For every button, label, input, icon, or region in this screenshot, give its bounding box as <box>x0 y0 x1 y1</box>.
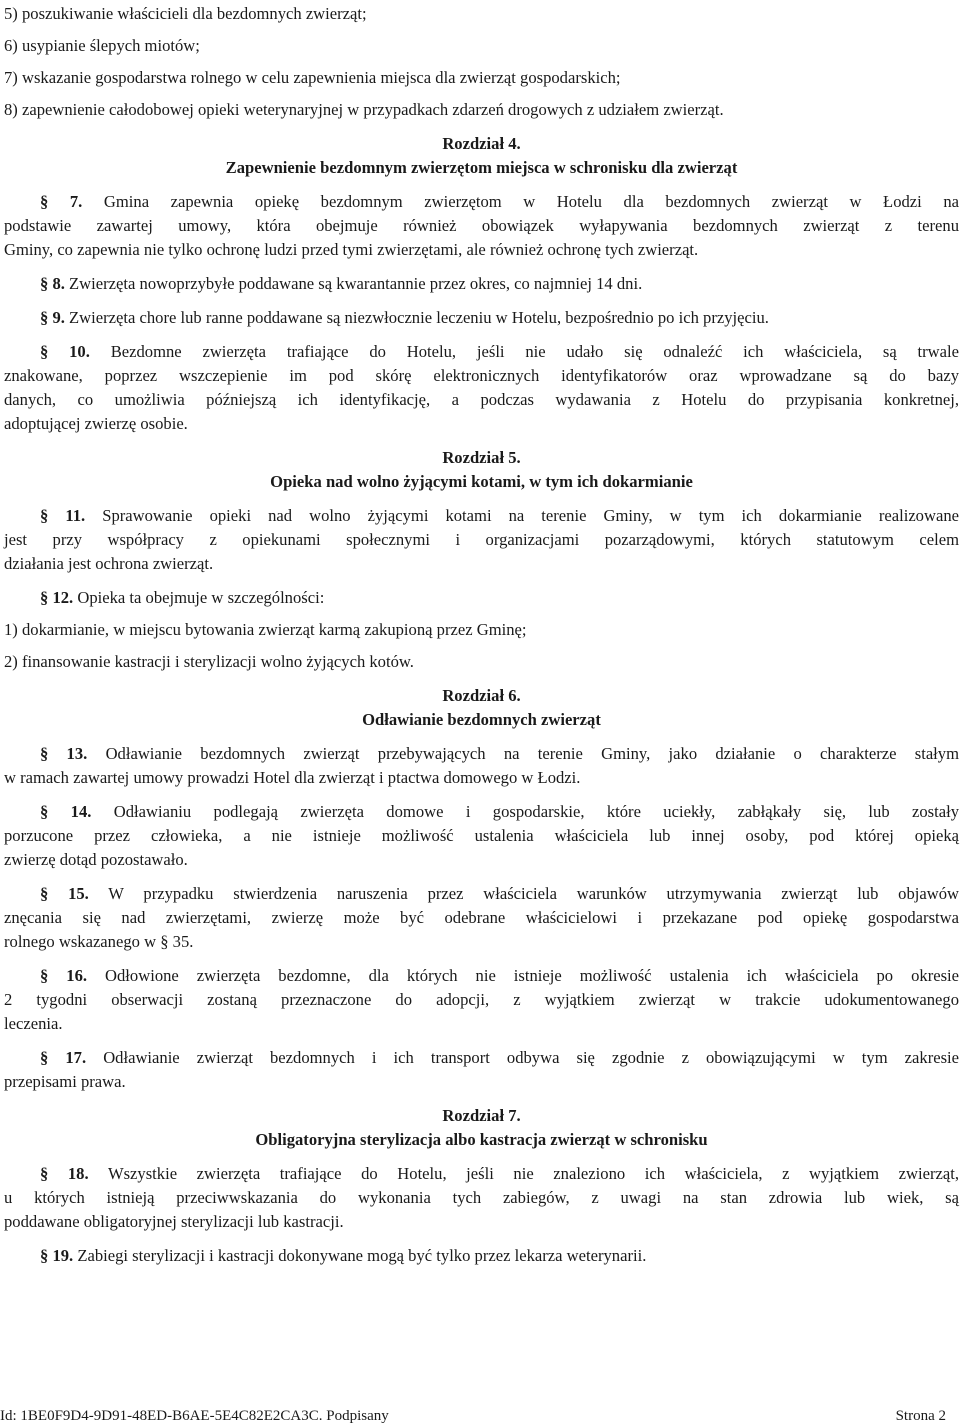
page-number: Strona 2 <box>895 1408 946 1424</box>
chapter-title: Rozdział 4. <box>442 134 521 153</box>
paragraph-line: § 14. Odławianiu podlegają zwierzęta domowe i gospodarskie, które uciekły, zabłąkały się, lub zostały <box>40 802 959 821</box>
paragraph-line: § 10. Bezdomne zwierzęta trafiające do Hotelu, jeśli nie udało się odnaleźć ich właściciela, są trwale <box>40 342 959 361</box>
paragraph-number: § 8. <box>40 274 65 293</box>
paragraph-line: jest przy współpracy z opiekunami społecznymi i organizacjami pozarządowymi, których statutowym celem <box>4 530 959 549</box>
paragraph-line: znęcania się nad zwierzętami, zwierzę może być odebrane właścicielowi i przekazane pod opiekę gospodarstwa <box>4 908 959 927</box>
paragraph-line: § 16. Odłowione zwierzęta bezdomne, dla których nie istnieje możliwość ustalenia ich właściciela po okresie <box>40 966 960 985</box>
list-item: 1) dokarmianie, w miejscu bytowania zwierząt karmą zakupioną przez Gminę; <box>4 620 527 639</box>
chapter-subtitle: Zapewnienie bezdomnym zwierzętom miejsca w schronisku dla zwierząt <box>225 158 738 177</box>
paragraph-line: znakowane, poprzez wszczepienie im pod skórę elektronicznych identyfikatorów oraz wprowadzane są do bazy <box>4 366 959 385</box>
paragraph-line: § 12. Opieka ta obejmuje w szczególności: <box>40 588 325 607</box>
paragraph-line: 2 tygodni obserwacji zostaną przeznaczone do adopcji, z wyjątkiem zwierząt w trakcie udokumentowanego <box>4 990 959 1009</box>
paragraph-number: § 14. <box>40 802 92 821</box>
chapter-title: Rozdział 6. <box>442 686 521 705</box>
paragraph-line: adoptującej zwierzę osobie. <box>4 414 188 433</box>
paragraph-line: zwierzę dotąd pozostawało. <box>4 850 188 869</box>
list-item: 5) poszukiwanie właścicieli dla bezdomnych zwierząt; <box>4 4 367 23</box>
paragraph-line: § 9. Zwierzęta chore lub ranne poddawane są niezwłocznie leczeniu w Hotelu, bezpośrednio po ich przyjęciu. <box>40 308 769 327</box>
paragraph-line: działania jest ochrona zwierząt. <box>4 554 214 573</box>
paragraph-number: § 13. <box>40 744 88 763</box>
document-id: Id: 1BE0F9D4-9D91-48ED-B6AE-5E4C82E2CA3C. Podpisany <box>0 1408 389 1424</box>
paragraph-number: § 10. <box>40 342 90 361</box>
chapter-title: Rozdział 7. <box>442 1106 521 1125</box>
paragraph-number: § 12. <box>40 588 74 607</box>
chapter-subtitle: Obligatoryjna sterylizacja albo kastracja zwierząt w schronisku <box>255 1130 708 1149</box>
chapter-subtitle: Odławianie bezdomnych zwierząt <box>362 710 601 729</box>
paragraph-line: u których istnieją przeciwwskazania do wykonania tych zabiegów, z uwagi na stan zdrowia lub wiek, są <box>4 1188 959 1207</box>
paragraph-line: § 7. Gmina zapewnia opiekę bezdomnym zwierzętom w Hotelu dla bezdomnych zwierząt w Łodzi na <box>40 192 959 211</box>
paragraph-number: § 11. <box>40 506 86 525</box>
list-item: 7) wskazanie gospodarstwa rolnego w celu zapewnienia miejsca dla zwierząt gospodarskich; <box>4 68 621 87</box>
paragraph-line: § 18. Wszystkie zwierzęta trafiające do Hotelu, jeśli nie znaleziono ich właściciela, z wyjątkiem zwierząt, <box>40 1164 959 1183</box>
paragraph-number: § 16. <box>40 966 88 985</box>
chapter-subtitle: Opieka nad wolno żyjącymi kotami, w tym ich dokarmianie <box>270 472 693 491</box>
document-page <box>4 0 960 1428</box>
paragraph-line: § 11. Sprawowanie opieki nad wolno żyjącymi kotami na terenie Gminy, w tym ich dokarmianie realizowane <box>40 506 959 525</box>
paragraph-number: § 7. <box>40 192 83 211</box>
paragraph-number: § 15. <box>40 884 89 903</box>
paragraph-line: § 19. Zabiegi sterylizacji i kastracji dokonywane mogą być tylko przez lekarza weterynarii. <box>40 1246 647 1265</box>
chapter-title: Rozdział 5. <box>442 448 521 467</box>
list-item: 2) finansowanie kastracji i sterylizacji wolno żyjących kotów. <box>4 652 414 671</box>
paragraph-line: § 13. Odławianie bezdomnych zwierząt przebywających na terenie Gminy, jako działanie o charakterze stałym <box>40 744 959 763</box>
paragraph-number: § 18. <box>40 1164 89 1183</box>
paragraph-number: § 17. <box>40 1048 87 1067</box>
paragraph-line: podstawie zawartej umowy, która obejmuje również obowiązek wyłapywania bezdomnych zwierząt z terenu <box>4 216 959 235</box>
list-item: 6) usypianie ślepych miotów; <box>4 36 200 55</box>
paragraph-line: Gminy, co zapewnia nie tylko ochronę ludzi przed tymi zwierzętami, ale również ochronę tych zwierząt. <box>4 240 699 259</box>
paragraph-line: w ramach zawartej umowy prowadzi Hotel dla zwierząt i ptactwa domowego w Łodzi. <box>4 768 581 787</box>
paragraph-line: rolnego wskazanego w § 35. <box>4 932 194 951</box>
paragraph-line: danych, co umożliwia późniejszą ich identyfikację, a podczas wydawania z Hotelu do przypisania konkretnej, <box>4 390 959 409</box>
list-item: 8) zapewnienie całodobowej opieki weterynaryjnej w przypadkach zdarzeń drogowych z udziałem zwierząt. <box>4 100 724 119</box>
paragraph-line: leczenia. <box>4 1014 63 1033</box>
paragraph-line: porzucone przez człowieka, a nie istnieje możliwość ustalenia właściciela lub innej osoby, pod której opieką <box>4 826 959 845</box>
paragraph-number: § 9. <box>40 308 65 327</box>
paragraph-line: przepisami prawa. <box>4 1072 126 1091</box>
paragraph-line: § 15. W przypadku stwierdzenia naruszenia przez właściciela warunków utrzymywania zwierząt lub objawów <box>40 884 960 903</box>
paragraph-number: § 19. <box>40 1246 74 1265</box>
paragraph-line: § 8. Zwierzęta nowoprzybyłe poddawane są kwarantannie przez okres, co najmniej 14 dni. <box>40 274 643 293</box>
paragraph-line: poddawane obligatoryjnej sterylizacji lub kastracji. <box>4 1212 344 1231</box>
paragraph-line: § 17. Odławianie zwierząt bezdomnych i ich transport odbywa się zgodnie z obowiązującymi w tym zakresie <box>40 1048 960 1067</box>
